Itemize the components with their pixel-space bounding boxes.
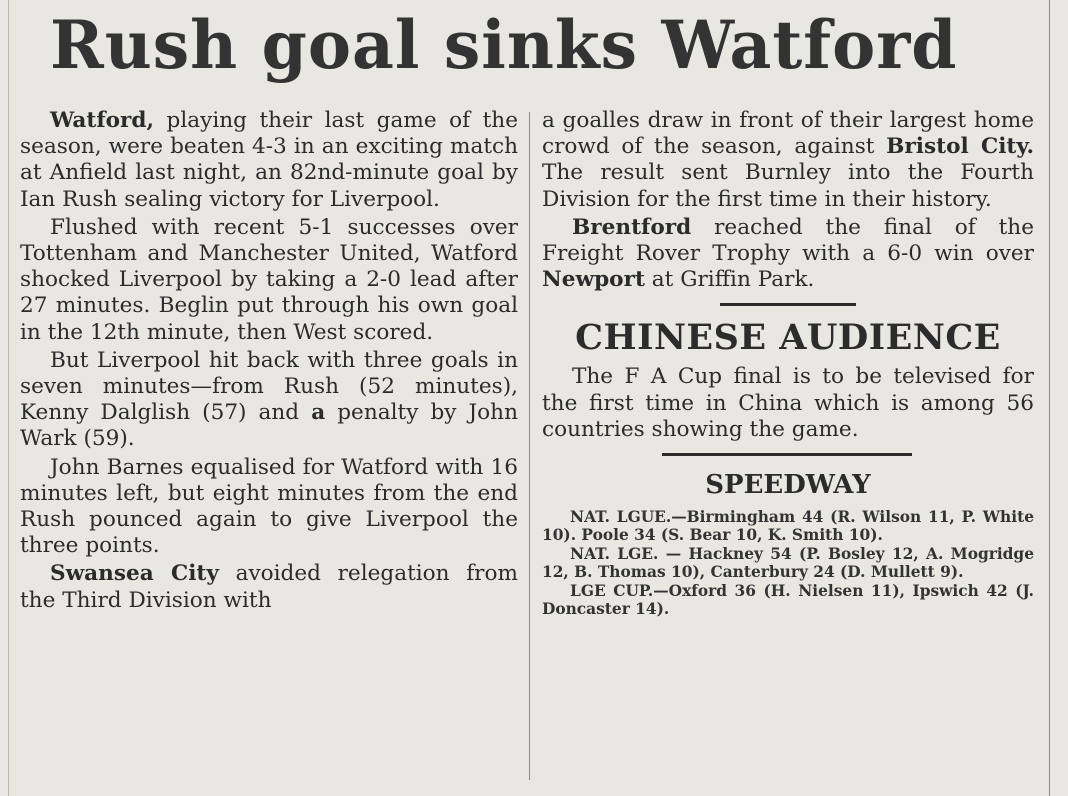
team-name-brentford: Brentford [572, 214, 692, 240]
right-column [542, 108, 1034, 618]
subheading-speedway: SPEEDWAY [705, 470, 871, 501]
column-divider [529, 112, 530, 780]
paragraph-text: reached the final of the Freight Rover Trophy with a 6-0 win over [542, 214, 1034, 267]
section-rule [720, 303, 856, 306]
team-name-newport: Newport [542, 267, 645, 293]
paragraph-liverpool-comeback [20, 348, 518, 453]
result-league-cup: LGE CUP.—Oxford 36 (H. Nielsen 11), Ipswich 42 (J. Doncaster 14). [542, 581, 1034, 619]
paragraph-text-bold: a [311, 400, 326, 426]
paragraph-text: The result sent Burnley into the Fourth Division for the first time in their history. [542, 160, 1034, 212]
paragraph-brentford [542, 215, 1034, 294]
result-national-league-2: NAT. LGE. — Hackney 54 (P. Bosley 12, A. Mogridge 12, B. Thomas 10), Canterbury 24 (D. Mullett 9). [542, 544, 1034, 582]
speedway-results [542, 508, 1034, 618]
paragraph-watford-lead: Flushed with recent 5-1 successes over Tottenham and Manchester United, Watford shocked Liverpool by taking a 2-0 lead after 27 minutes. Beglin put through his own goal in the 12th minute, then West scored. [20, 214, 518, 345]
paragraph-text: a goalles draw in front of their largest home crowd of the season, against [542, 108, 1034, 160]
team-name-watford: Watford, [50, 108, 155, 133]
paragraph-text: But Liverpool hit back with three goals in seven minutes—from Rush (52 minutes), Kenny Dalglish (57) and [20, 347, 518, 426]
paragraph-text: at Griffin Park. [651, 267, 815, 293]
page-edge-rule-left [8, 0, 9, 796]
paragraph-text: avoided relegation from the Third Division with [20, 561, 518, 613]
headline: Rush goal sinks Watford [50, 6, 958, 84]
paragraph-chinese-audience: The F A Cup final is to be televised for the first time in China which is among 56 countries showing the game. [542, 364, 1034, 442]
result-text: 34 (S. Bear 10, K. Smith 10). [634, 526, 883, 545]
team-name-poole: Poole [581, 526, 629, 545]
subheading-chinese-audience: CHINESE AUDIENCE [575, 317, 1001, 359]
team-name-swansea: Swansea City [50, 561, 219, 587]
paragraph-barnes-equaliser: John Barnes equalised for Watford with 16 minutes left, but eight minutes from the end Rush pounced again to give Liverpool the three points. [20, 454, 518, 559]
paragraph-swansea-continued [542, 108, 1034, 213]
section-rule-long [662, 453, 912, 456]
paragraph-swansea [20, 561, 518, 613]
paragraph-watford-result [20, 108, 518, 213]
left-column [20, 108, 518, 616]
result-text: NAT. LGUE.—Birmingham 44 (R. Wilson 11, P. White 10). [542, 508, 1034, 545]
result-national-league-1 [542, 508, 1034, 545]
paragraph-text: penalty by John Wark (59). [20, 400, 518, 452]
team-name-bristol-city: Bristol City. [886, 134, 1034, 160]
paragraph-text: playing their last game of the season, were beaten 4-3 in an exciting match at Anfield last night, an 82nd-minute goal by Ian Rush sealing victory for Liverpool. [20, 108, 518, 212]
page-edge-rule-right [1049, 0, 1050, 796]
